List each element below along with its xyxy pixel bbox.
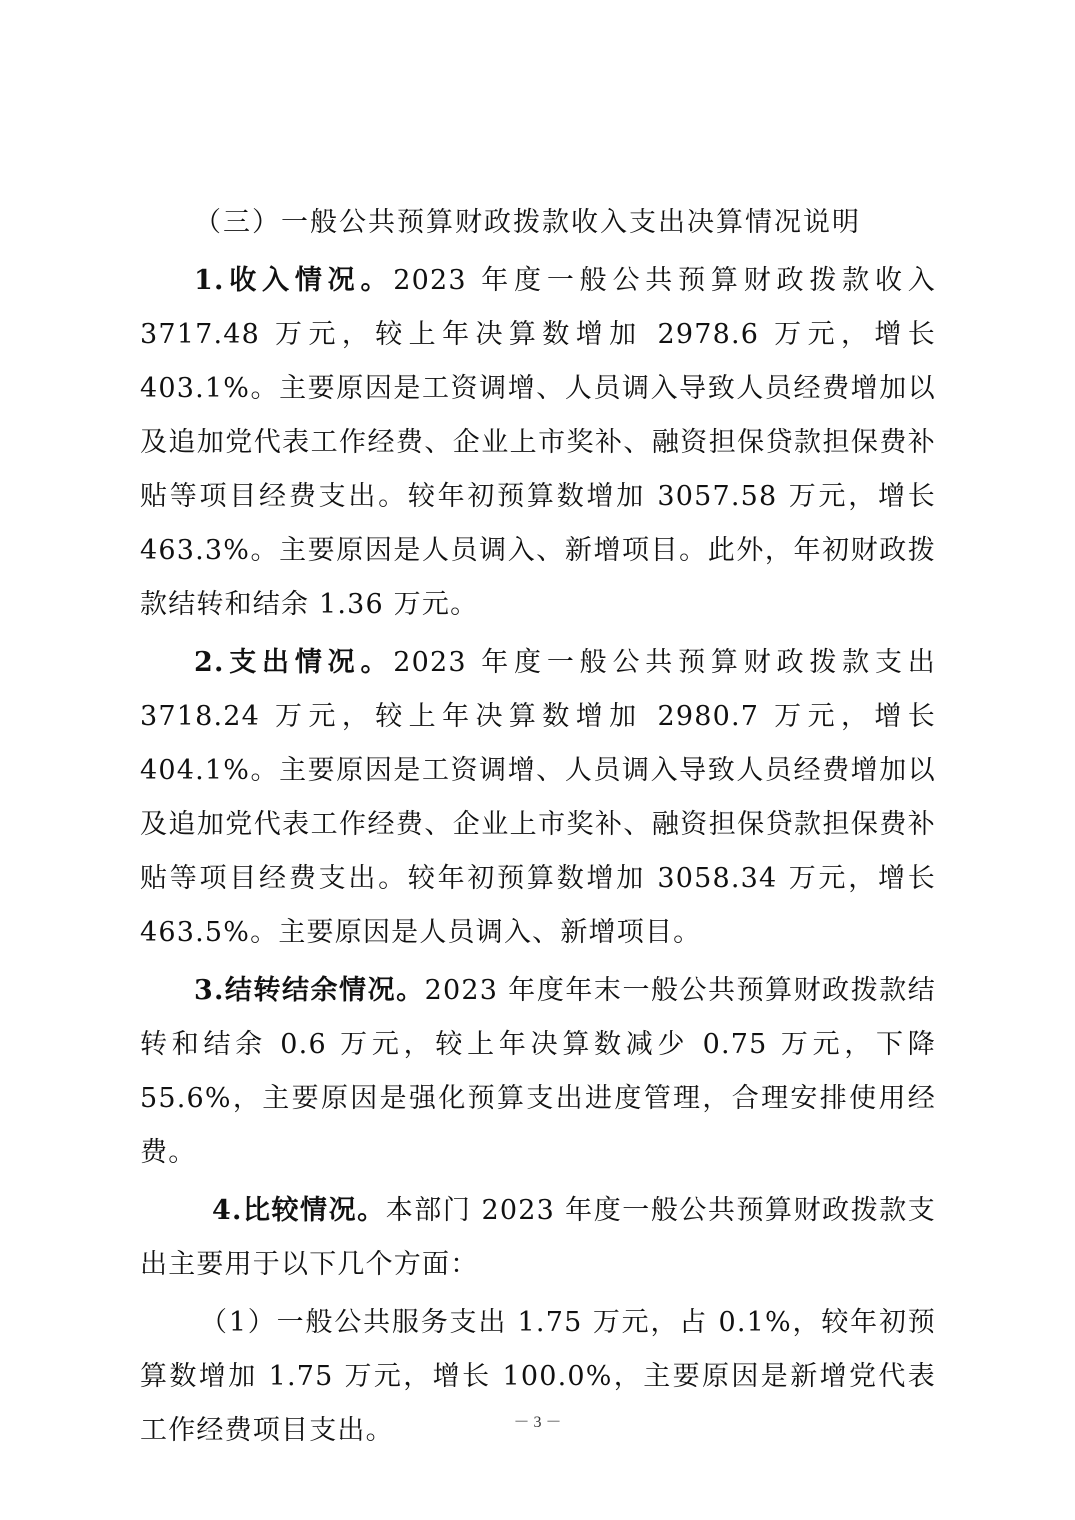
page-number: － 3 － [513,1414,562,1431]
expenditure-paragraph [140,636,936,960]
carryover-lead: 3.结转结余情况。 [194,975,425,1006]
document-body [140,196,936,1462]
carryover-paragraph [140,964,936,1180]
carryover-text: 2023 年度年末一般公共预算财政拨款结转和结余 0.6 万元，较上年决算数减少 0.75 万元，下降 55.6%，主要原因是强化预算支出进度管理，合理安排使用经费。 [140,975,936,1168]
list-item: （1）一般公共服务支出 1.75 万元，占 0.1%，较年初预算数增加 1.75 万元，增长 100.0%，主要原因是新增党代表工作经费项目支出。 [140,1307,936,1446]
income-text: 2023 年度一般公共预算财政拨款收入 3717.48 万元，较上年决算数增加 2978.6 万元，增长 403.1%。主要原因是工资调增、人员调入导致人员经费增加以及追加党代表工作经费、企业上市奖补、融资担保贷款担保费补贴等项目经费支出。较年初预算数增加 3057.58 万元，增长 463.3%。主要原因是人员调入、新增项目。此外，年初财政拨款结转和结余 1.36 万元。 [140,265,936,620]
comparison-paragraph [140,1184,936,1292]
comparison-lead: 4.比较情况。 [212,1195,386,1226]
expenditure-lead: 2.支出情况。 [194,647,394,678]
expenditure-text: 2023 年度一般公共预算财政拨款支出 3718.24 万元，较上年决算数增加 2980.7 万元，增长 404.1%。主要原因是工资调增、人员调入导致人员经费增加以及追加党代表工作经费、企业上市奖补、融资担保贷款担保费补贴等项目经费支出。较年初预算数增加 3058.34 万元，增长 463.5%。主要原因是人员调入、新增项目。 [140,647,936,948]
comparison-text: 本部门 2023 年度一般公共预算财政拨款支出主要用于以下几个方面： [140,1195,937,1280]
section-heading: （三）一般公共预算财政拨款收入支出决算情况说明 [194,207,861,238]
income-paragraph [140,254,936,632]
income-lead: 1.收入情况。 [194,265,394,296]
